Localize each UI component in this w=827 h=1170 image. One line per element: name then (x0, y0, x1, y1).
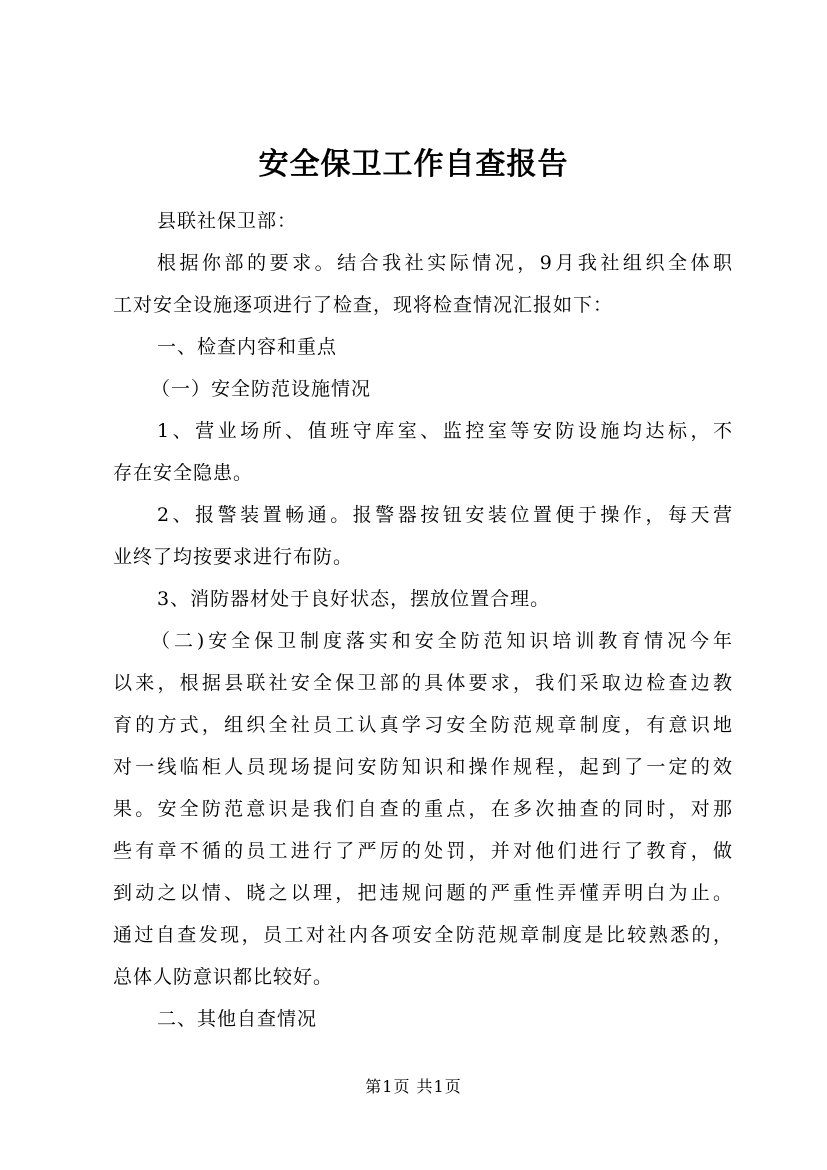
paragraph-line: 以来，根据县联社安全保卫部的具体要求，我们采取边检查边教 (113, 672, 733, 694)
document-body (113, 200, 733, 1040)
subsection-heading: （二)安全保卫制度落实和安全防范知识培训教育情况今年 (151, 630, 733, 652)
paragraph-line: 3、消防器材处于良好状态，摆放位置合理。 (157, 588, 551, 610)
paragraph-line: 2、报警装置畅通。报警器按钮安装位置便于操作，每天营 (157, 504, 733, 526)
salutation-line: 县联社保卫部： (157, 210, 298, 232)
page-number-footer: 第1页 共1页 (365, 1077, 462, 1096)
paragraph-line: 根据你部的要求。结合我社实际情况，9月我社组织全体职 (157, 252, 733, 274)
paragraph-line: 通过自查发现，员工对社内各项安全防范规章制度是比较熟悉的， (113, 924, 733, 946)
paragraph-line: 到动之以情、晓之以理，把违规问题的严重性弄懂弄明白为止。 (113, 882, 733, 904)
paragraph-line: 1、营业场所、值班守库室、监控室等安防设施均达标，不 (157, 420, 733, 442)
paragraph-line: 总体人防意识都比较好。 (113, 966, 334, 988)
section-heading: 二、其他自查情况 (157, 1008, 318, 1030)
paragraph-line: 些有章不循的员工进行了严厉的处罚，并对他们进行了教育，做 (113, 840, 733, 862)
section-heading: 一、检查内容和重点 (157, 336, 338, 358)
paragraph-line: 育的方式，组织全社员工认真学习安全防范规章制度，有意识地 (113, 714, 733, 736)
document-title: 安全保卫工作自查报告 (258, 147, 569, 182)
paragraph-line: 果。安全防范意识是我们自查的重点，在多次抽查的同时，对那 (113, 798, 733, 820)
paragraph-line: 业终了均按要求进行布防。 (113, 546, 354, 568)
paragraph-line: 对一线临柜人员现场提问安防知识和操作规程，起到了一定的效 (113, 756, 733, 778)
paragraph-line: 工对安全设施逐项进行了检查，现将检查情况汇报如下： (113, 294, 614, 316)
subsection-heading: （一）安全防范设施情况 (151, 378, 372, 400)
paragraph-line: 存在安全隐患。 (113, 462, 254, 484)
